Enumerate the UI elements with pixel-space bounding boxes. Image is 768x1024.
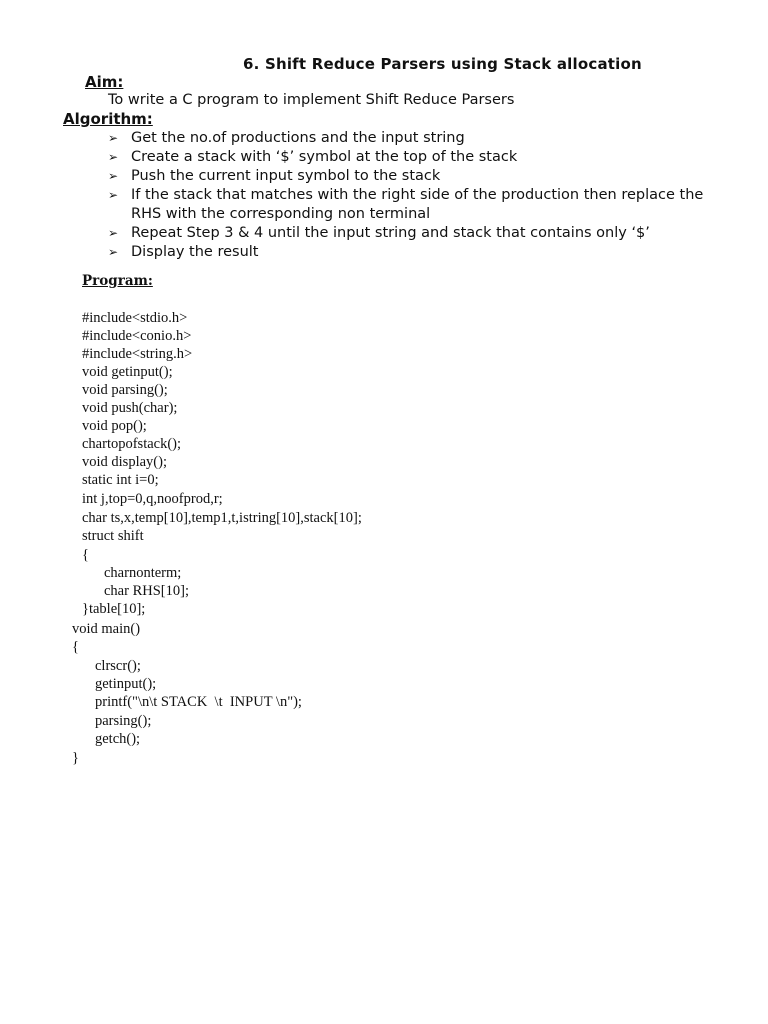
code-line: static int i=0; xyxy=(82,472,159,488)
code-line: #include<stdio.h> xyxy=(82,310,188,326)
code-line: getinput(); xyxy=(95,676,157,692)
code-line: int j,top=0,q,noofprod,r; xyxy=(82,491,223,507)
algorithm-heading: Algorithm: xyxy=(63,110,153,128)
arrow-bullet-icon: ➢ xyxy=(108,188,119,202)
algorithm-step xyxy=(108,167,728,186)
code-line: clrscr(); xyxy=(95,658,141,674)
arrow-bullet-icon: ➢ xyxy=(108,226,119,240)
algorithm-steps xyxy=(108,129,728,262)
code-line: getch(); xyxy=(95,731,141,747)
aim-heading: Aim: xyxy=(85,73,124,91)
algorithm-step xyxy=(108,186,728,224)
arrow-bullet-icon: ➢ xyxy=(108,245,119,259)
code-line: struct shift xyxy=(82,528,144,544)
code-line: }table[10]; xyxy=(82,601,146,617)
arrow-bullet-icon: ➢ xyxy=(108,169,119,183)
algorithm-step xyxy=(108,243,728,262)
code-line: charnonterm; xyxy=(104,565,182,581)
code-line: void main() xyxy=(72,621,141,637)
code-line: #include<string.h> xyxy=(82,346,193,362)
code-line: chartopofstack(); xyxy=(82,436,182,452)
step-text: Create a stack with ‘$’ symbol at the top of the stack xyxy=(131,149,518,165)
code-line: { xyxy=(82,547,89,563)
code-line: } xyxy=(72,750,79,766)
code-line: { xyxy=(72,639,79,655)
step-text: Push the current input symbol to the stack xyxy=(131,168,441,184)
arrow-bullet-icon: ➢ xyxy=(108,131,119,145)
code-line: char RHS[10]; xyxy=(104,583,189,599)
step-text: Get the no.of productions and the input string xyxy=(131,130,465,146)
algorithm-step xyxy=(108,148,728,167)
code-line: void push(char); xyxy=(82,400,178,416)
code-line: parsing(); xyxy=(95,713,152,729)
code-line: void parsing(); xyxy=(82,382,168,398)
code-line: #include<conio.h> xyxy=(82,328,192,344)
step-text: Display the result xyxy=(131,244,259,260)
aim-text: To write a C program to implement Shift Reduce Parsers xyxy=(108,92,515,108)
code-line: void pop(); xyxy=(82,418,147,434)
algorithm-step xyxy=(108,224,728,243)
program-heading: Program: xyxy=(82,273,153,289)
code-line: void getinput(); xyxy=(82,364,173,380)
step-text: Repeat Step 3 & 4 until the input string and stack that contains only ‘$’ xyxy=(131,225,650,241)
code-line: char ts,x,temp[10],temp1,t,istring[10],stack[10]; xyxy=(82,510,362,526)
algorithm-step xyxy=(108,129,728,148)
step-text: If the stack that matches with the right side of the production then replace the RHS with the corresponding non terminal xyxy=(131,187,704,222)
arrow-bullet-icon: ➢ xyxy=(108,150,119,164)
code-line: void display(); xyxy=(82,454,167,470)
code-line: printf("\n\t STACK \t INPUT \n"); xyxy=(95,694,302,710)
document-title: 6. Shift Reduce Parsers using Stack allocation xyxy=(243,55,642,73)
